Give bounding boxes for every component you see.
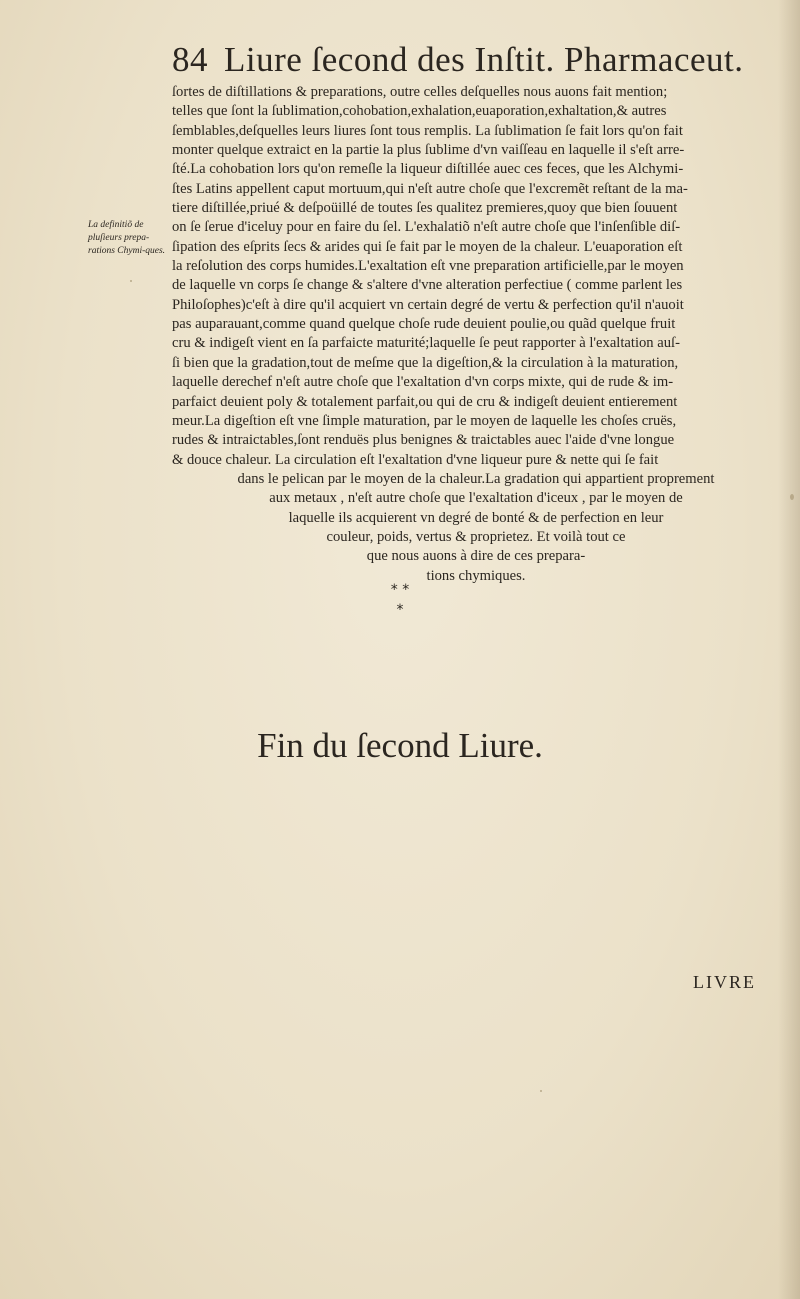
text-line: tions chymiques. [426,567,526,584]
text-line: aux metaux , n'eſt autre choſe que l'exaltation d'iceux , par le moyen de [269,490,683,507]
text-line: cru & indigeſt vient en ſa parfaicte maturité;laquelle ſe peut rapporter à l'exaltation auſ- [172,335,680,352]
ornament-star: * [396,602,404,618]
text-line: & douce chaleur. La circulation eſt l'exaltation d'vne liqueur pure & nette qui ſe fait [172,451,659,468]
paper-speck [540,1090,542,1092]
text-line: telles que ſont la ſublimation,cohobation,exhalation,euaporation,exhaltation,& autres [172,103,667,120]
paper-speck [790,494,794,500]
page-edge-shadow [778,0,800,1299]
paper-speck [130,280,132,282]
page-header [172,40,744,80]
text-line: ſtes Latins appellent caput mortuum,qui n'eſt autre choſe que l'excremẽt reſtant de la ma- [172,180,688,197]
catchword: LIVRE [693,972,756,992]
text-line: laquelle ils acquierent vn degré de bonté & de perfection en leur [288,509,664,526]
text-line: monter quelque extraict en la partie la plus ſublime d'vn vaiſſeau en laquelle il s'eſt arre- [172,142,685,159]
text-line: Philoſophes)c'eſt à dire qu'il acquiert vn certain degré de vertu & perfection qu'il n'auoit [172,296,684,313]
text-line: meur.La digeſtion eſt vne ſimple maturation, par le moyen de laquelle les choſes cruës, [172,412,677,429]
text-line: parfaict deuient poly & totalement parfait,ou qui de cru & indigeſt deuient entierement [172,393,678,410]
running-title: Liure ſecond des Inſtit. Pharmaceut. [224,40,744,79]
text-line: ſortes de diſtillations & preparations, outre celles deſquelles nous auons fait mention; [172,84,668,100]
text-line: ſipation des eſprits ſecs & arides qui ſe fait par le moyen de la chaleur. L'euaporation eſt [172,238,683,255]
ornament-stars: * * [390,582,410,598]
text-line: que nous auons à dire de ces prepara- [366,548,586,565]
text-line: de laquelle vn corps ſe change & s'altere d'vne alteration perfectiue ( comme parlent les [172,277,683,294]
margin-note: La definitiõ de pluſieurs prepa-rations Chymi-ques. [88,220,166,256]
text-line: ſi bien que la gradation,tout de meſme que la digeſtion,& la circulation à la maturation, [172,354,679,371]
text-line: tiere diſtillée,priué & deſpoüillé de toutes ſes qualitez premieres,quoy que bien ſouuent [172,200,678,217]
text-line: dans le pelican par le moyen de la chaleur.La gradation qui appartient proprement [237,470,715,487]
text-line: la reſolution des corps humides.L'exaltation eſt vne preparation artificielle,par le moyen [172,258,684,275]
text-line: ſté.La cohobation lors qu'on remeſle la liqueur diſtillée auec ces feces, que les Alchymi- [172,161,684,178]
text-line: couleur, poids, vertus & proprietez. Et voilà tout ce [326,528,626,545]
closing-title: Fin du ſecond Liure. [257,726,543,765]
text-line: laquelle derechef n'eſt autre choſe que l'exaltation d'vn corps mixte, qui de rude & im- [172,374,674,391]
text-line: pas auparauant,comme quand quelque choſe rude deuient poulie,ou quãd quelque fruit [172,316,676,333]
body-text [172,83,780,586]
text-line: on ſe ſerue d'iceluy pour en faire du ſel. L'exhalatiõ n'eſt autre choſe que l'inſenſible diſ- [172,219,681,236]
text-line: ſemblables,deſquelles leurs liures ſont tous remplis. La ſublimation ſe fait lors qu'on fait [172,122,683,139]
text-line: rudes & intraictables,ſont renduës plus benignes & traictables auec l'aide d'vne longue [172,432,675,449]
page-number: 84 [172,40,208,79]
